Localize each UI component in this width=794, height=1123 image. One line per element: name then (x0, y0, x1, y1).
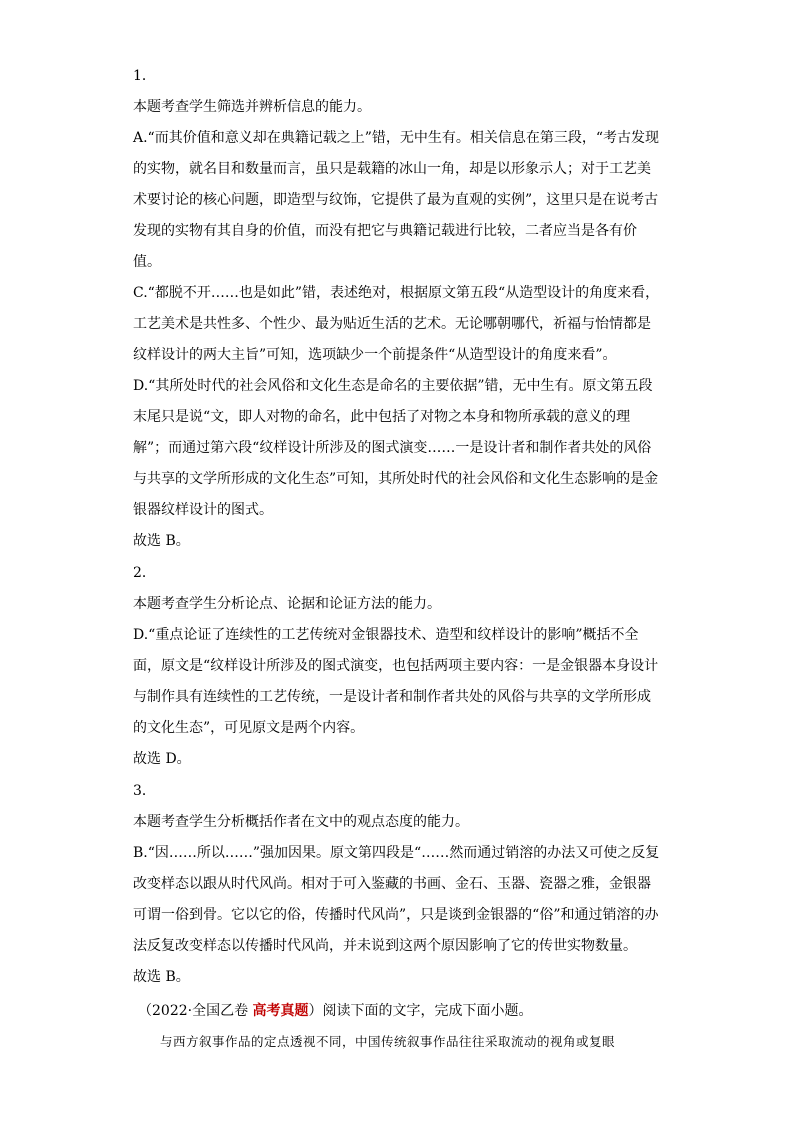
analysis-line: 发现的实物有其自身的价值，而没有把它与典籍记载进行比较，二者应当是各有价 (133, 223, 637, 239)
skill-statement: 本题考查学生分析论点、论据和论证方法的能力。 (133, 596, 441, 612)
answer-line: 故选 B。 (133, 533, 190, 549)
analysis-line: D.“其所处时代的社会风俗和文化生态是命名的主要依据”错，无中生有。原文第五段 (133, 378, 653, 394)
source-suffix: ）阅读下面的文字，完成下面小题。 (308, 1003, 533, 1019)
analysis-line: 面，原文是“纹样设计所涉及的图式演变，也包括两项主要内容：一是金银器本身设计 (133, 658, 659, 674)
exam-highlight: 高考真题 (252, 1003, 309, 1019)
answer-line: 故选 D。 (133, 751, 191, 767)
source-line (138, 1001, 533, 1021)
analysis-line: 工艺美术是共性多、个性少、最为贴近生活的艺术。无论哪朝哪代，祈福与怡情都是 (133, 316, 651, 332)
analysis-line: B.“因……所以……”强加因果。原文第四段是“……然而通过销溶的办法又可使之反复 (133, 845, 660, 861)
question-number: 1． (133, 68, 156, 84)
question-number: 2． (133, 565, 156, 581)
analysis-line: 银器纹样设计的图式。 (133, 502, 273, 518)
analysis-line: 的实物，就名目和数量而言，虽只是载籍的冰山一角，却是以形象示人；对于工艺美 (133, 161, 651, 177)
analysis-line: 解”；而通过第六段“纹样设计所涉及的图式演变……一是设计者和制作者共处的风俗 (133, 440, 652, 456)
analysis-line: 术要讨论的核心问题，即造型与纹饰，它提供了最为直观的实例”，这里只是在说考古 (133, 192, 659, 208)
analysis-line: 可谓一俗到骨。它以它的俗，传播时代风尚”，只是谈到金银器的“俗”和通过销溶的办 (133, 907, 659, 923)
analysis-line: 法反复改变样态以传播时代风尚，并未说到这两个原因影响了它的传世实物数量。 (133, 938, 637, 954)
question-number: 3． (133, 783, 156, 799)
analysis-line: 末尾只是说“文，即人对物的命名，此中包括了对物之本身和物所承载的意义的理 (133, 409, 631, 425)
analysis-line: 改变样态以跟从时代风尚。相对于可入鉴藏的书画、金石、玉器、瓷器之雅，金银器 (133, 876, 651, 892)
passage-first-line: 与西方叙事作品的定点透视不同，中国传统叙事作品往往采取流动的视角或复眼 (160, 1034, 616, 1049)
skill-statement: 本题考查学生分析概括作者在文中的观点态度的能力。 (133, 814, 469, 830)
analysis-line: D.“重点论证了连续性的工艺传统对金银器技术、造型和纹样设计的影响”概括不全 (133, 627, 639, 643)
analysis-line: 值。 (133, 254, 161, 270)
skill-statement: 本题考查学生筛选并辨析信息的能力。 (133, 99, 371, 115)
answer-line: 故选 B。 (133, 969, 190, 985)
analysis-line: C.“都脱不开……也是如此”错，表述绝对，根据原文第五段“从造型设计的角度来看， (133, 285, 660, 301)
analysis-line: 与制作具有连续性的工艺传统，一是设计者和制作者共处的风俗与共享的文学所形成 (133, 689, 651, 705)
analysis-line: A.“而其价值和意义却在典籍记载之上”错，无中生有。相关信息在第三段，“考古发现 (133, 130, 660, 146)
analysis-line: 与共享的文学所形成的文化生态”可知，其所处时代的社会风俗和文化生态影响的是金 (133, 471, 659, 487)
analysis-line: 纹样设计的两大主旨”可知，选项缺少一个前提条件“从造型设计的角度来看”。 (133, 347, 617, 363)
source-prefix: （2022·全国乙卷 (138, 1003, 253, 1019)
analysis-line: 的文化生态”，可见原文是两个内容。 (133, 720, 365, 736)
